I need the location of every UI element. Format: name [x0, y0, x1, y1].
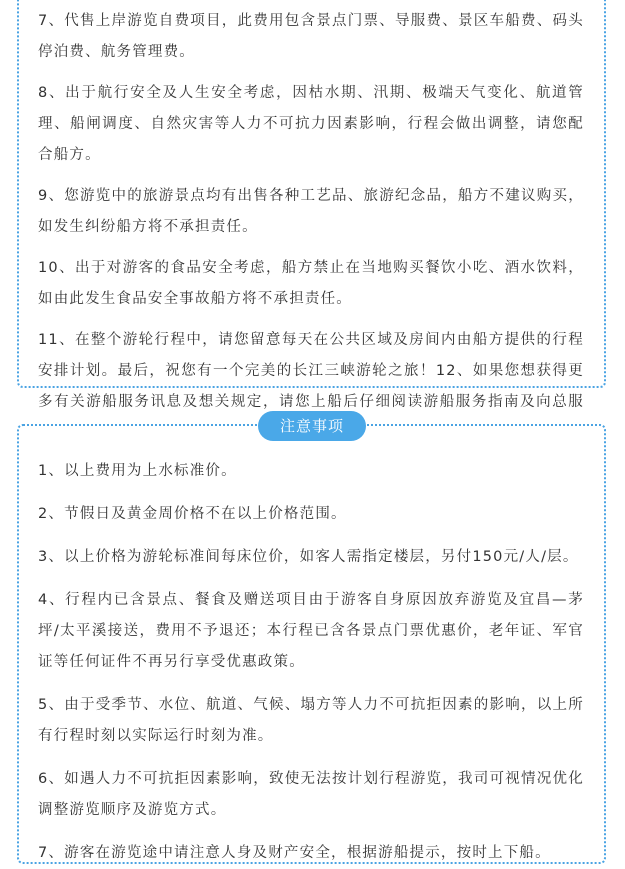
cruise-terms-card: [17, 0, 606, 410]
notice-item-1: 1、以上费用为上水标准价。: [38, 463, 237, 479]
term-item-8: 8、出于航行安全及人生安全考虑，因枯水期、汛期、极端天气变化、航道管理、船闸调度、自然灾害等人力不可抗力因素影响，行程会做出调整，请您配合船方。: [38, 85, 584, 163]
term-item-7: 7、代售上岸游览自费项目，此费用包含景点门票、导服费、景区车船费、码头停泊费、航务管理费。: [38, 13, 584, 60]
notice-section-title: 注意事项: [258, 411, 366, 441]
notice-item-7: 7、游客在游览途中请注意人身及财产安全，根据游船提示，按时上下船。: [38, 845, 551, 861]
notice-item-5: 5、由于受季节、水位、航道、气候、塌方等人力不可抗拒因素的影响，以上所有行程时刻以实际运行时刻为准。: [38, 697, 584, 744]
notice-card: [17, 424, 606, 864]
notice-item-4: 4、行程内已含景点、餐食及赠送项目由于游客自身原因放弃游览及宜昌—茅坪/太平溪接送，费用不予退还；本行程已含各景点门票优惠价，老年证、军官证等任何证件不再另行享受优惠政策。: [38, 592, 584, 670]
term-item-9: 9、您游览中的旅游景点均有出售各种工艺品、旅游纪念品，船方不建议购买，如发生纠纷船方将不承担责任。: [38, 188, 584, 235]
term-item-11: 11、在整个游轮行程中，请您留意每天在公共区域及房间内由船方提供的行程安排计划。最后，祝您有一个完美的长江三峡游轮之旅！12、如果您想获得更多有关游船服务讯息及想关规定，请您上船后仔细阅读游船服务指南及向总服: [38, 332, 584, 410]
term-item-10: 10、出于对游客的食品安全考虑，船方禁止在当地购买餐饮小吃、酒水饮料，如由此发生食品安全事故船方将不承担责任。: [38, 260, 584, 307]
notice-item-2: 2、节假日及黄金周价格不在以上价格范围。: [38, 506, 347, 522]
notice-item-6: 6、如遇人力不可抗拒因素影响，致使无法按计划行程游览，我司可视情况优化调整游览顺序及游览方式。: [38, 771, 584, 818]
notice-item-3: 3、以上价格为游轮标准间每床位价，如客人需指定楼层，另付150元/人/层。: [38, 549, 579, 565]
